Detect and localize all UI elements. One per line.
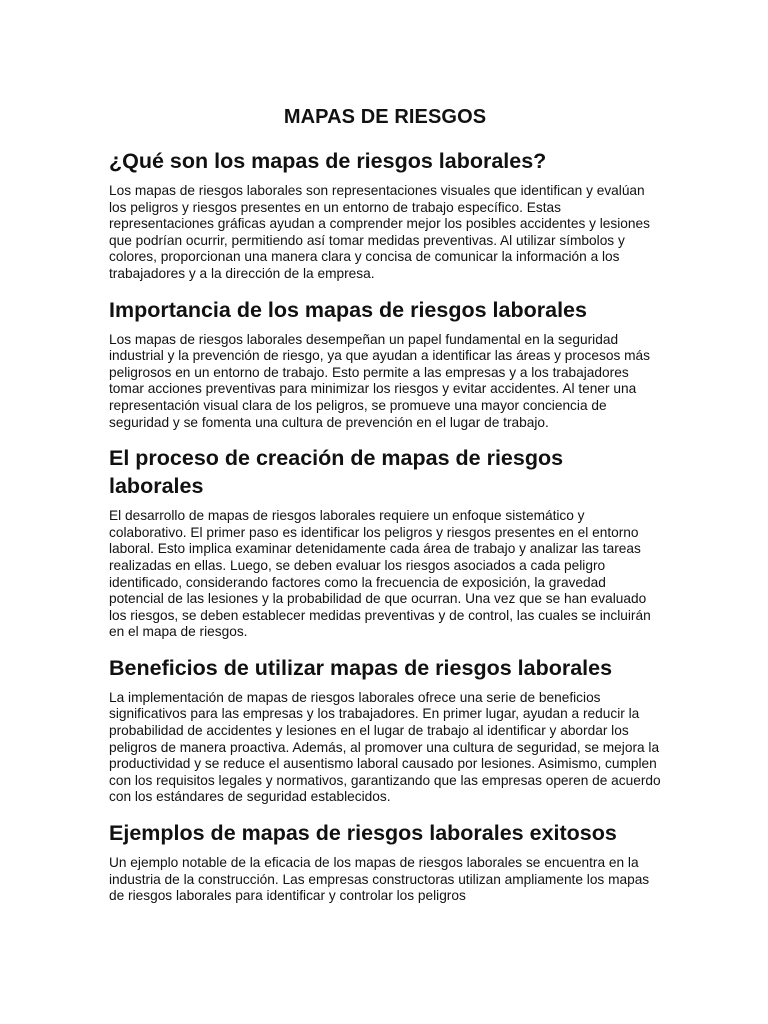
section-paragraph-ejemplos: Un ejemplo notable de la eficacia de los mapas de riesgos laborales se encuentra en la industria de la construcción. Las empresas constructoras utilizan ampliamente los mapas de riesgos laborales para identificar y controlar los peligros (109, 855, 650, 904)
section-paragraph-beneficios: La implementación de mapas de riesgos laborales ofrece una serie de beneficios significativos para las empresas y los trabajadores. En primer lugar, ayudan a reducir la probabilidad de accidentes y lesiones en el lugar de trabajo al identificar y abordar los peligros de manera proactiva. Además, al promover una cultura de seguridad, se mejora la productividad y se reduce el ausentismo laboral causado por lesiones. Asimismo, cumplen con los requisitos legales y normativos, garantizando que las empresas operen de acuerdo con los estándares de seguridad establecidos. (109, 689, 661, 805)
section-heading-beneficios: Beneficios de utilizar mapas de riesgos laborales (109, 655, 613, 680)
section-paragraph-importancia: Los mapas de riesgos laborales desempeñan un papel fundamental en la seguridad industrial y la prevención de riesgo, ya que ayudan a identificar las áreas y procesos más peligrosos en un entorno de trabajo. Esto permite a las empresas y a los trabajadores tomar acciones preventivas para minimizar los riesgos y evitar accidentes. Al tener una representación visual clara de los peligros, se promueve una mayor conciencia de seguridad y se fomenta una cultura de prevención en el lugar de trabajo. (109, 331, 650, 430)
section-heading-importancia: Importancia de los mapas de riesgos laborales (109, 297, 587, 322)
section-heading-que-son: ¿Qué son los mapas de riesgos laborales? (109, 149, 547, 173)
section-heading-ejemplos: Ejemplos de mapas de riesgos laborales exitosos (109, 821, 617, 846)
section-paragraph-que-son: Los mapas de riesgos laborales son representaciones visuales que identifican y evalúan los peligros y riesgos presentes en un entorno de trabajo específico. Estas representaciones gráficas ayudan a comprender mejor los posibles accidentes y lesiones que podrían ocurrir, permitiendo así tomar medidas preventivas. Al utilizar símbolos y colores, proporcionan una manera clara y concisa de comunicar la información a los trabajadores y a la dirección de la empresa. (109, 183, 650, 281)
section-heading-proceso-creacion: El proceso de creación de mapas de riesgos laborales (109, 446, 564, 499)
document-title: MAPAS DE RIESGOS (283, 106, 487, 128)
section-paragraph-proceso-creacion: El desarrollo de mapas de riesgos laborales requiere un enfoque sistemático y colaborativo. El primer paso es identificar los peligros y riesgos presentes en el entorno laboral. Esto implica examinar detenidamente cada área de trabajo y analizar las tareas realizadas en ellas. Luego, se deben evaluar los riesgos asociados a cada peligro identificado, considerando factores como la frecuencia de exposición, la gravedad potencial de las lesiones y la probabilidad de que ocurran. Una vez que se han evaluado los riesgos, se deben establecer medidas preventivas y de control, las cuales se incluirán en el mapa de riesgos. (109, 508, 651, 640)
document-page (109, 103, 661, 905)
